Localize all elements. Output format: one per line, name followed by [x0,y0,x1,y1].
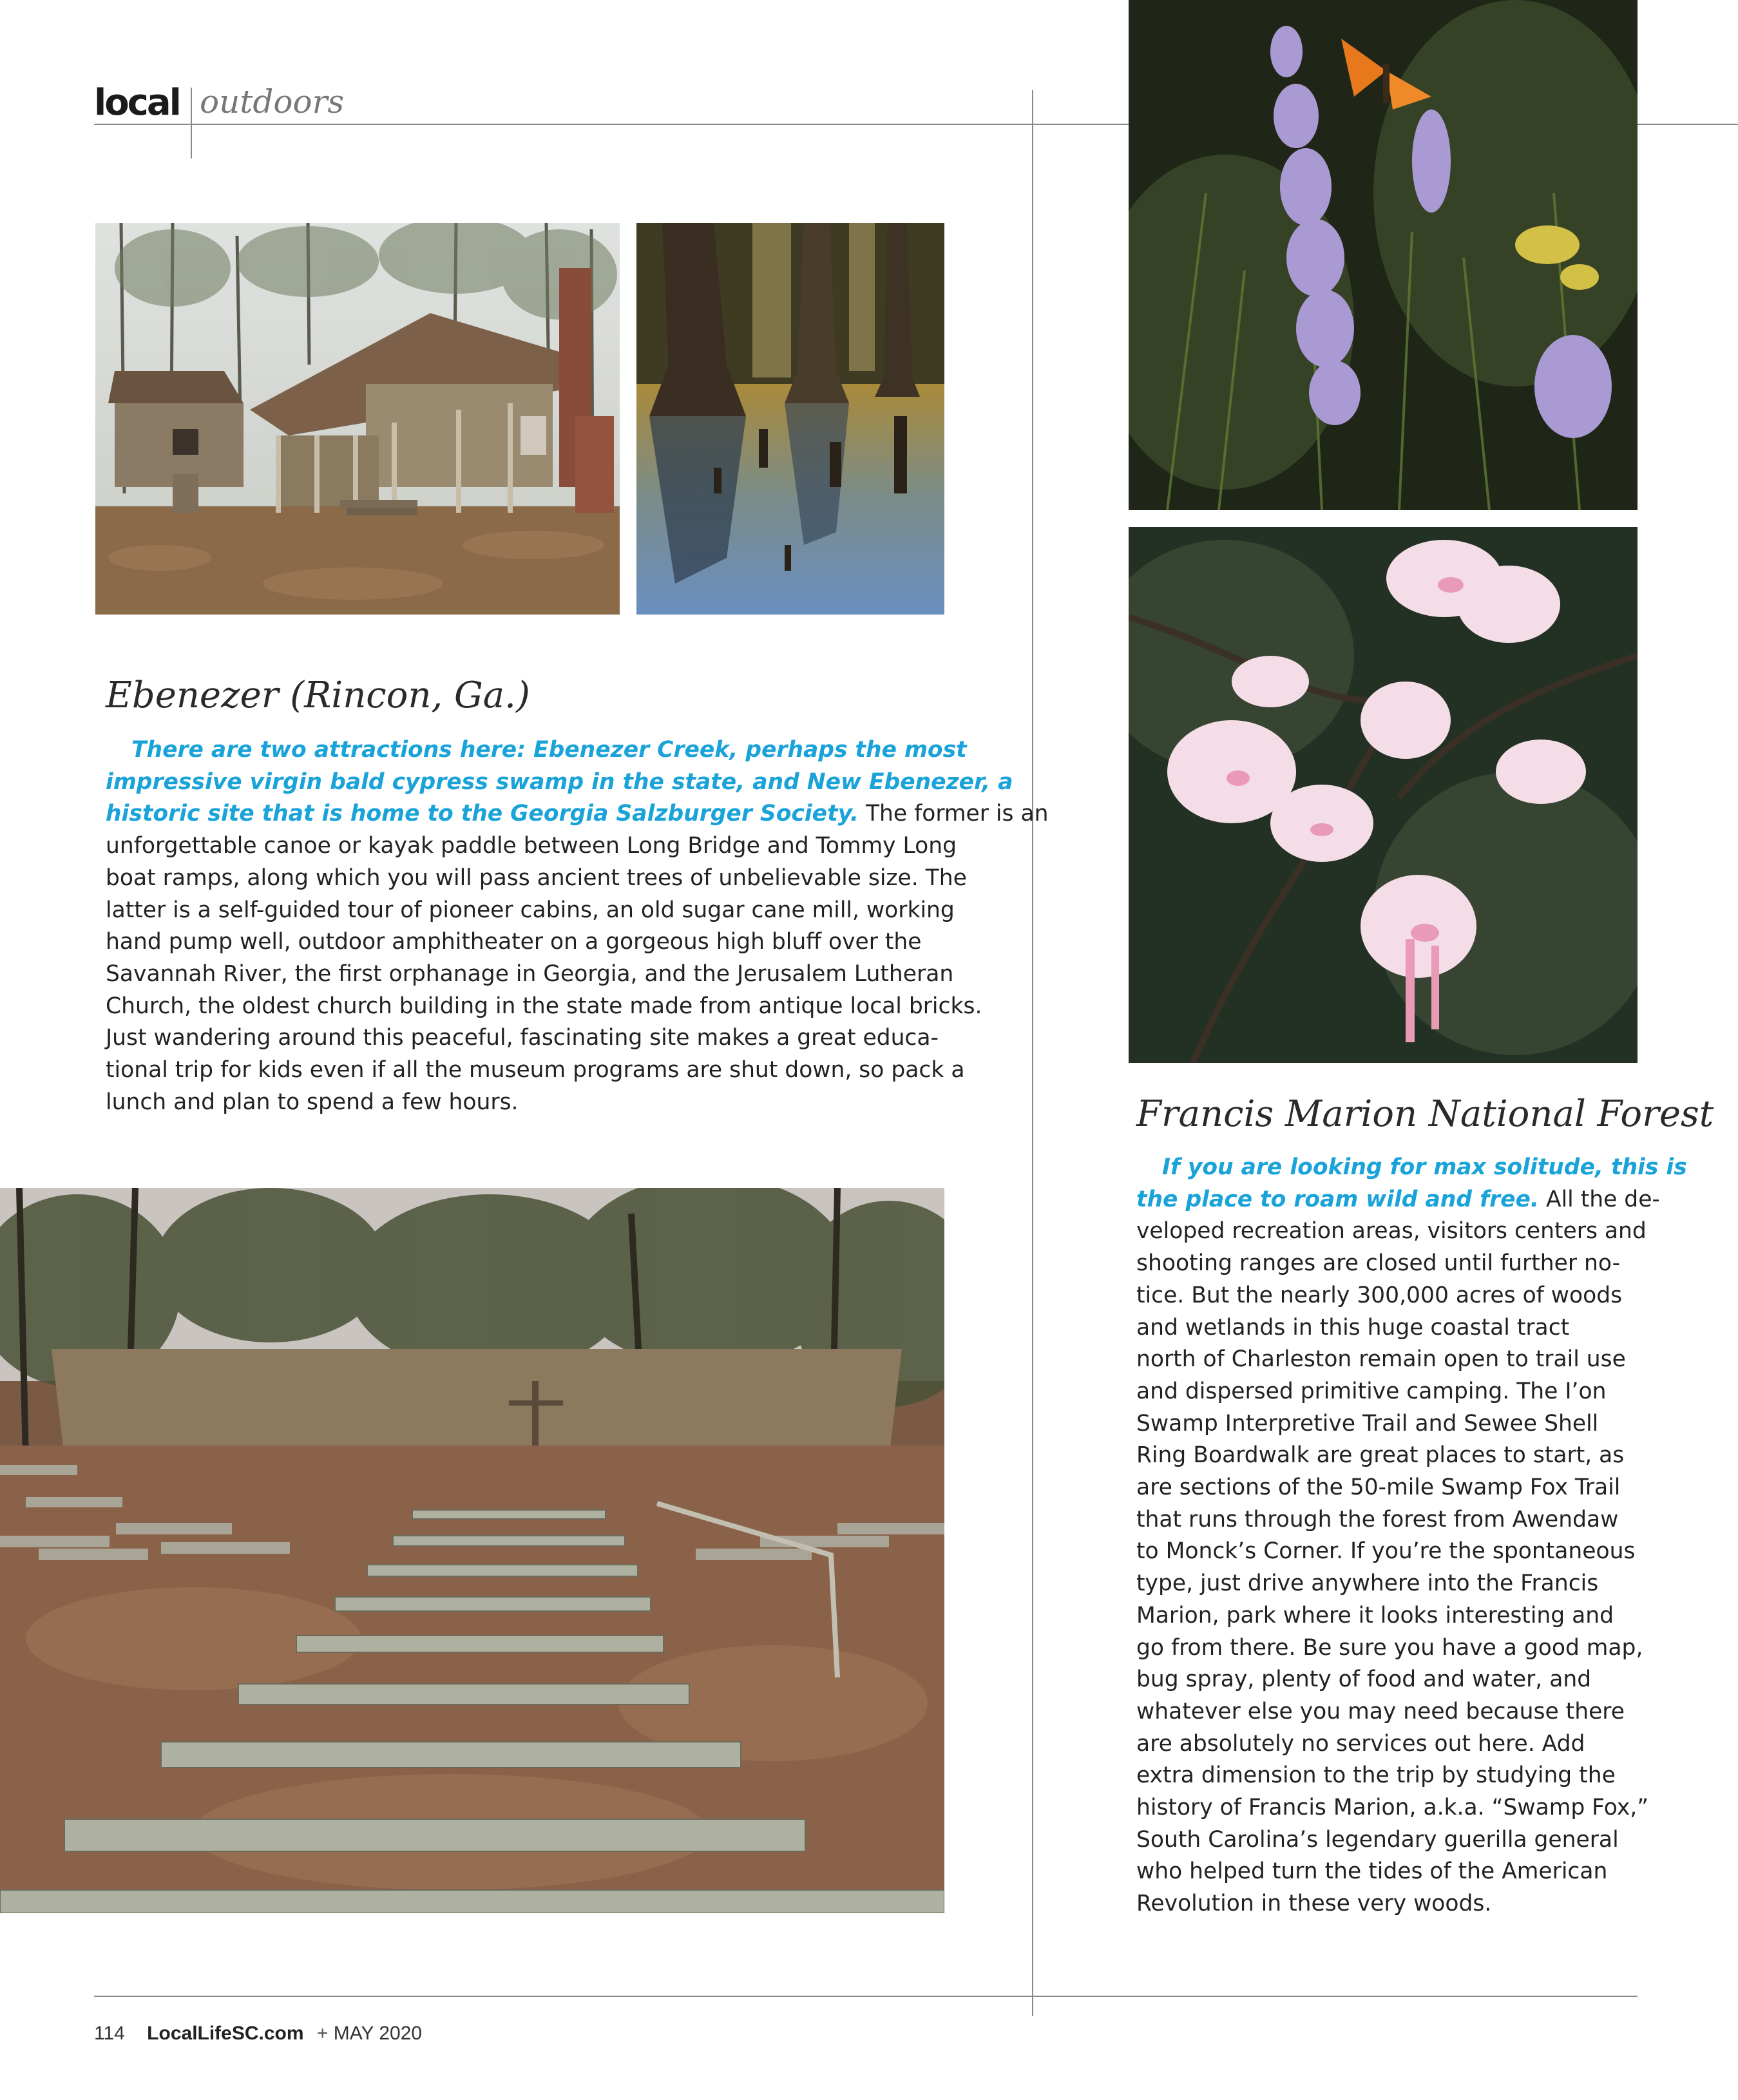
body-line: are sections of the 50-mile Swamp Fox Trail [1136,1475,1621,1501]
folio [94,2023,422,2045]
cypress-swamp-photo [636,223,944,615]
body-line: bug spray, plenty of food and water, and [1136,1666,1592,1693]
body-line: Marion, park where it looks interesting and [1136,1602,1614,1628]
body-line: Savannah River, the first orphanage in Georgia, and the Jerusalem Lutheran [106,960,954,987]
body-line: whatever else you may need because there [1136,1698,1625,1724]
body-line: hand pump well, outdoor amphitheater on a gorgeous high bluff over the [106,929,922,955]
footer-rule [94,1996,1638,1997]
azaleas-photo [1129,527,1638,1063]
body-line: unforgettable canoe or kayak paddle between Long Bridge and Tommy Long [106,833,957,859]
body-line: Just wandering around this peaceful, fascinating site makes a great educa- [106,1025,939,1051]
body-line: South Carolina’s legendary guerilla general [1136,1826,1619,1853]
body-line: Revolution in these very woods. [1136,1891,1492,1917]
page-number: 114 [94,2023,125,2044]
francis-marion-body [1136,1152,1687,1920]
body-line: Ring Boardwalk are great places to start, as [1136,1442,1625,1469]
site-name[interactable]: LocalLifeSC.com [147,2023,304,2044]
body-line: extra dimension to the trip by studying the [1136,1762,1616,1789]
body-line: shooting ranges are closed until further no- [1136,1250,1621,1277]
body-line: that runs through the forest from Awendaw [1136,1506,1619,1532]
header-divider [191,88,192,158]
folio-separator: + [316,2023,329,2044]
body-line: historic site that is home to the Georgia Salzburger Society. The former is an [106,801,1049,827]
body-line: who helped turn the tides of the American [1136,1858,1608,1885]
body-line: impressive virgin bald cypress swamp in the state, and New Ebenezer, a [106,768,1013,795]
body-line: the place to roam wild and free. All the de- [1136,1186,1660,1212]
body-line: boat ramps, along which you will pass ancient trees of unbelievable size. The [106,864,967,891]
cabin-photo [95,223,620,615]
header-rule [94,124,1130,125]
column-divider [1032,90,1033,2016]
body-line: history of Francis Marion, a.k.a. “Swamp Fox,” [1136,1795,1649,1821]
body-line: If you are looking for max solitude, this is [1162,1154,1687,1180]
body-line: tional trip for kids even if all the museum programs are shut down, so pack a [106,1057,965,1083]
issue-date: MAY 2020 [333,2023,423,2044]
body-line: and dispersed primitive camping. The I’on [1136,1378,1607,1404]
magazine-logo: local [94,82,180,124]
body-line: tice. But the nearly 300,000 acres of woods [1136,1282,1623,1308]
body-line: veloped recreation areas, visitors centers and [1136,1218,1647,1245]
body-line: north of Charleston remain open to trail use [1136,1346,1626,1373]
body-line: latter is a self-guided tour of pioneer cabins, an old sugar cane mill, working [106,897,955,923]
body-line: Church, the oldest church building in the state made from antique local bricks. [106,993,982,1019]
body-line: to Monck’s Corner. If you’re the spontaneous [1136,1538,1636,1565]
body-line: lunch and plan to spend a few hours. [106,1089,519,1115]
ebenezer-body [106,734,1049,1118]
amphitheater-photo [0,1188,944,1913]
body-line: There are two attractions here: Ebenezer Creek, perhaps the most [131,737,967,763]
body-line: Swamp Interpretive Trail and Sewee Shell [1136,1410,1599,1437]
header-rule-right [1638,124,1738,125]
wildflowers-photo [1129,0,1638,510]
francis-marion-heading: Francis Marion National Forest [1136,1093,1714,1135]
ebenezer-heading: Ebenezer (Rincon, Ga.) [106,674,530,716]
body-line: and wetlands in this huge coastal tract [1136,1314,1570,1341]
section-label: outdoors [200,83,345,120]
body-line: are absolutely no services out here. Add [1136,1730,1585,1757]
body-line: type, just drive anywhere into the Francis [1136,1570,1599,1597]
body-line: go from there. Be sure you have a good map, [1136,1634,1643,1661]
